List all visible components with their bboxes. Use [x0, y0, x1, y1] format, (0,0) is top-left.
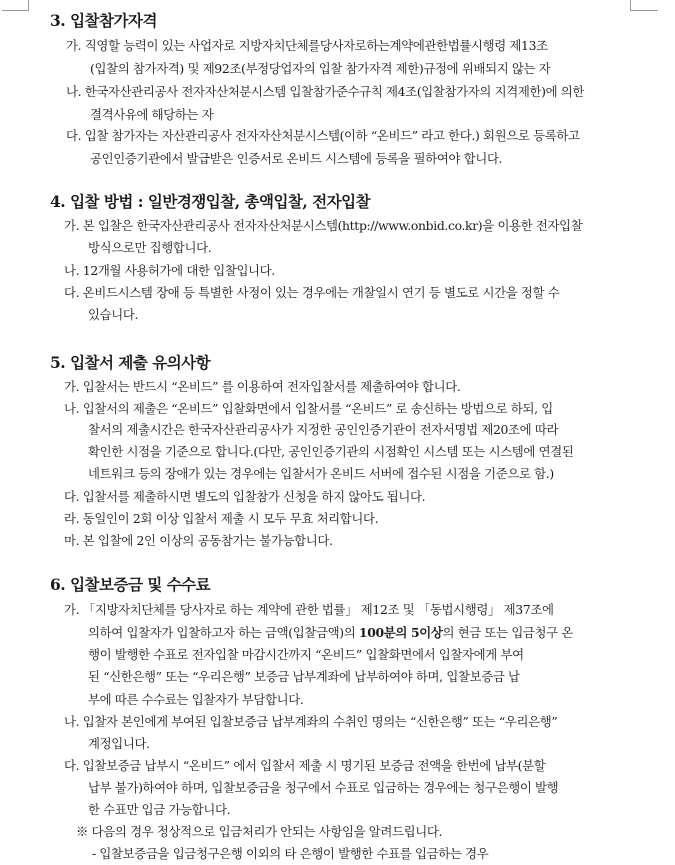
s5-line-5: 네트워크 등의 장애가 있는 경우에는 입찰서가 온비드 서버에 접수된 시점을 기준으로 함.) — [88, 466, 554, 481]
s6-line-5: 부에 따른 수수료는 입찰자가 부담합니다. — [88, 692, 304, 707]
s5-line-8: 마. 본 입찰에 2인 이상의 공동참가는 불가능합니다. — [64, 533, 333, 548]
s6-line-2 — [88, 623, 573, 641]
s6-line-2-post: 의 현금 또는 입금청구 온 — [442, 625, 574, 640]
s6-line-8: 다. 입찰보증금 납부시 “온비드” 에서 입찰서 제출 시 명기된 보증금 전액을 한번에 납부(분할 — [64, 758, 546, 773]
s5-line-6: 다. 입찰서를 제출하시면 별도의 입찰참가 신청을 하지 않아도 됩니다. — [64, 489, 426, 504]
s5-line-1: 가. 입찰서는 반드시 “온비드” 를 이용하여 전자입찰서를 제출하여야 합니다. — [64, 379, 461, 394]
s6-line-2-pre: 의하여 입찰자가 입찰하고자 하는 금액(입찰금액)의 — [88, 625, 359, 640]
section-3-heading: 3. 입찰참가자격 — [50, 11, 157, 30]
s6-note-item: - 입찰보증금을 입금청구은행 이외의 타 은행이 발행한 수표를 입금하는 경우 — [92, 846, 489, 861]
s5-line-2: 나. 입찰서의 제출은 “온비드” 입찰화면에서 입찰서를 “온비드” 로 송신하는 방법으로 하되, 입 — [64, 401, 553, 416]
section-4-heading: 4. 입찰 방법 : 일반경쟁입찰, 총액입찰, 전자입찰 — [50, 192, 371, 211]
s6-line-10: 한 수표만 입금 가능합니다. — [88, 802, 231, 817]
s6-line-1: 가. 「지방자치단체를 당사자로 하는 계약에 관한 법률」 제12조 및 「동법시행령」 제37조에 — [64, 602, 554, 617]
page-corner-mark-top-right — [630, 10, 658, 11]
page-corner-mark-top-right-vertical — [630, 0, 631, 11]
s3-line-6: 공인인증기관에서 발급받은 인증서로 온비드 시스템에 등록을 필하여야 합니다. — [90, 151, 503, 166]
s6-line-3: 행이 발행한 수표로 전자입찰 마감시간까지 “온비드” 입찰화면에서 입찰자에게 부여 — [88, 647, 524, 662]
deposit-rate-emphasis: 100분의 5이상 — [358, 625, 443, 640]
s5-line-7: 라. 동일인이 2회 이상 입찰서 제출 시 모두 무효 처리합니다. — [64, 511, 379, 526]
section-5-heading: 5. 입찰서 제출 유의사항 — [50, 353, 211, 372]
s5-line-3: 찰서의 제출시간은 한국자산관리공사가 지정한 공인인증기관이 전자서명법 제20조에 따라 — [88, 422, 559, 437]
section-6-heading: 6. 입찰보증금 및 수수료 — [50, 575, 211, 594]
s4-line-5: 있습니다. — [88, 307, 139, 322]
s3-line-5: 다. 입찰 참가자는 자산관리공사 전자자산처분시스템(이하 “온비드” 라고 한다.) 회원으로 등록하고 — [66, 128, 580, 143]
s3-line-2: (입찰의 참가자격) 및 제92조(부정당업자의 입찰 참가자격 제한)규정에 위배되지 않는 자 — [90, 61, 551, 76]
s3-line-3: 나. 한국자산관리공사 전자자산처분시스템 입찰참가준수규칙 제4조(입찰참가자의 지격제한)에 의한 — [66, 84, 585, 99]
s5-line-4: 확인한 시점을 기준으로 합니다.(다만, 공인인증기관의 시점확인 시스템 또는 시스템에 연결된 — [88, 444, 574, 459]
s6-note: ※ 다음의 경우 정상적으로 입금처리가 안되는 사항임을 알려드립니다. — [76, 824, 443, 839]
s6-line-7: 계정입니다. — [88, 736, 150, 751]
s3-line-1: 가. 직영할 능력이 있는 사업자로 지방자치단체를당사자로하는계약에관한법률시행령 제13조 — [66, 38, 548, 53]
s6-line-6: 나. 입찰자 본인에게 부여된 입찰보증금 납부계좌의 수취인 명의는 “신한은행” 또는 “우리은행” — [64, 714, 558, 729]
s4-line-3: 나. 12개월 사용허가에 대한 입찰입니다. — [64, 263, 275, 278]
s3-line-4: 결격사유에 해당하는 자 — [90, 107, 214, 122]
s4-line-1: 가. 본 입찰은 한국자산관리공사 전자자산처분시스템(http://www.onbid.co.kr)을 이용한 전자입찰 — [64, 218, 583, 233]
page-corner-mark-top-left-vertical — [28, 0, 29, 11]
s6-line-9: 납부 불가)하여야 하며, 입찰보증금을 청구에서 수표로 입금하는 경우에는 청구은행이 발행 — [88, 780, 559, 795]
s4-line-4: 다. 온비드시스템 장애 등 특별한 사정이 있는 경우에는 개찰일시 연기 등 별도로 시간을 정할 수 — [64, 285, 560, 300]
s4-line-2: 방식으로만 집행합니다. — [88, 240, 212, 255]
page-corner-mark-top-left — [2, 10, 28, 11]
s6-line-4: 된 “신한은행” 또는 “우리은행” 보증금 납부계좌에 납부하여야 하며, 입찰보증금 납 — [88, 669, 520, 684]
